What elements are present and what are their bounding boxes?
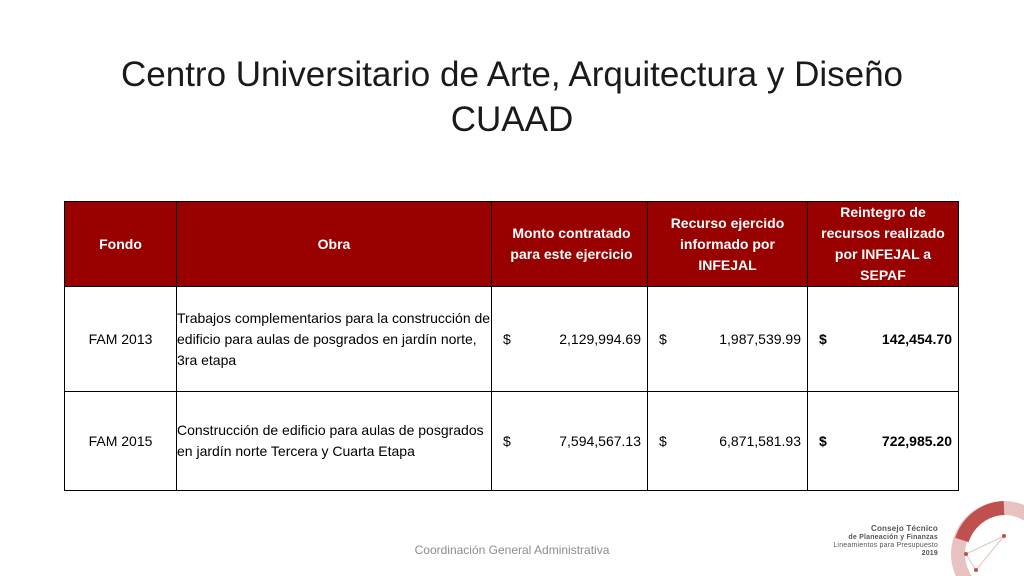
currency-symbol: $ [503, 432, 511, 449]
ejercido-value: 6,871,581.93 [719, 432, 801, 449]
council-logo-icon [946, 496, 1024, 576]
monto-value: 7,594,567.13 [559, 432, 641, 449]
logo-text [826, 524, 938, 558]
footer-text: Coordinación General Administrativa [414, 543, 610, 557]
table-header-row [65, 202, 959, 287]
slide-title-line1: Centro Universitario de Arte, Arquitectura y Diseño [120, 55, 904, 94]
cell-obra: Trabajos complementarios para la construcción de edificio para aulas de posgrados en jardín norte, 3ra etapa [177, 287, 492, 392]
logo-year: 2019 [921, 550, 938, 557]
ejercido-value: 1,987,539.99 [719, 330, 801, 347]
header-ejercido [648, 202, 808, 287]
header-reintegro-text: Reintegro de recursos realizado por INFEJAL a SEPAF [821, 204, 945, 283]
slide-title [0, 52, 1024, 142]
logo-line1: Consejo Técnico [870, 524, 938, 533]
currency-symbol: $ [659, 330, 667, 347]
monto-value: 2,129,994.69 [559, 330, 641, 347]
currency-symbol: $ [503, 330, 511, 347]
cell-obra: Construcción de edificio para aulas de posgrados en jardín norte Tercera y Cuarta Etapa [177, 392, 492, 491]
cell-fondo: FAM 2013 [65, 287, 177, 392]
reintegro-value: 142,454.70 [881, 330, 952, 347]
header-ejercido-text: Recurso ejercido informado por INFEJAL [670, 214, 785, 273]
table-row [65, 287, 959, 392]
cell-monto [492, 287, 648, 392]
logo-line2: de Planeación y Finanzas [848, 534, 938, 541]
cell-monto [492, 392, 648, 491]
currency-symbol: $ [819, 432, 827, 449]
cell-ejercido [648, 287, 808, 392]
header-monto [492, 202, 648, 287]
currency-symbol: $ [659, 432, 667, 449]
cell-ejercido [648, 392, 808, 491]
header-reintegro [808, 202, 959, 287]
cell-reintegro [808, 392, 959, 491]
reintegro-value: 722,985.20 [881, 432, 952, 449]
header-obra: Obra [177, 202, 492, 287]
header-monto-text: Monto contratado para este ejercicio [510, 225, 633, 262]
cell-fondo: FAM 2015 [65, 392, 177, 491]
header-fondo: Fondo [65, 202, 177, 287]
slide-title-line2: CUAAD [450, 100, 574, 139]
table-row [65, 392, 959, 491]
cell-reintegro [808, 287, 959, 392]
funds-table [64, 201, 959, 491]
logo-line3: Lineamientos para Presupuesto [833, 542, 938, 549]
currency-symbol: $ [819, 330, 827, 347]
